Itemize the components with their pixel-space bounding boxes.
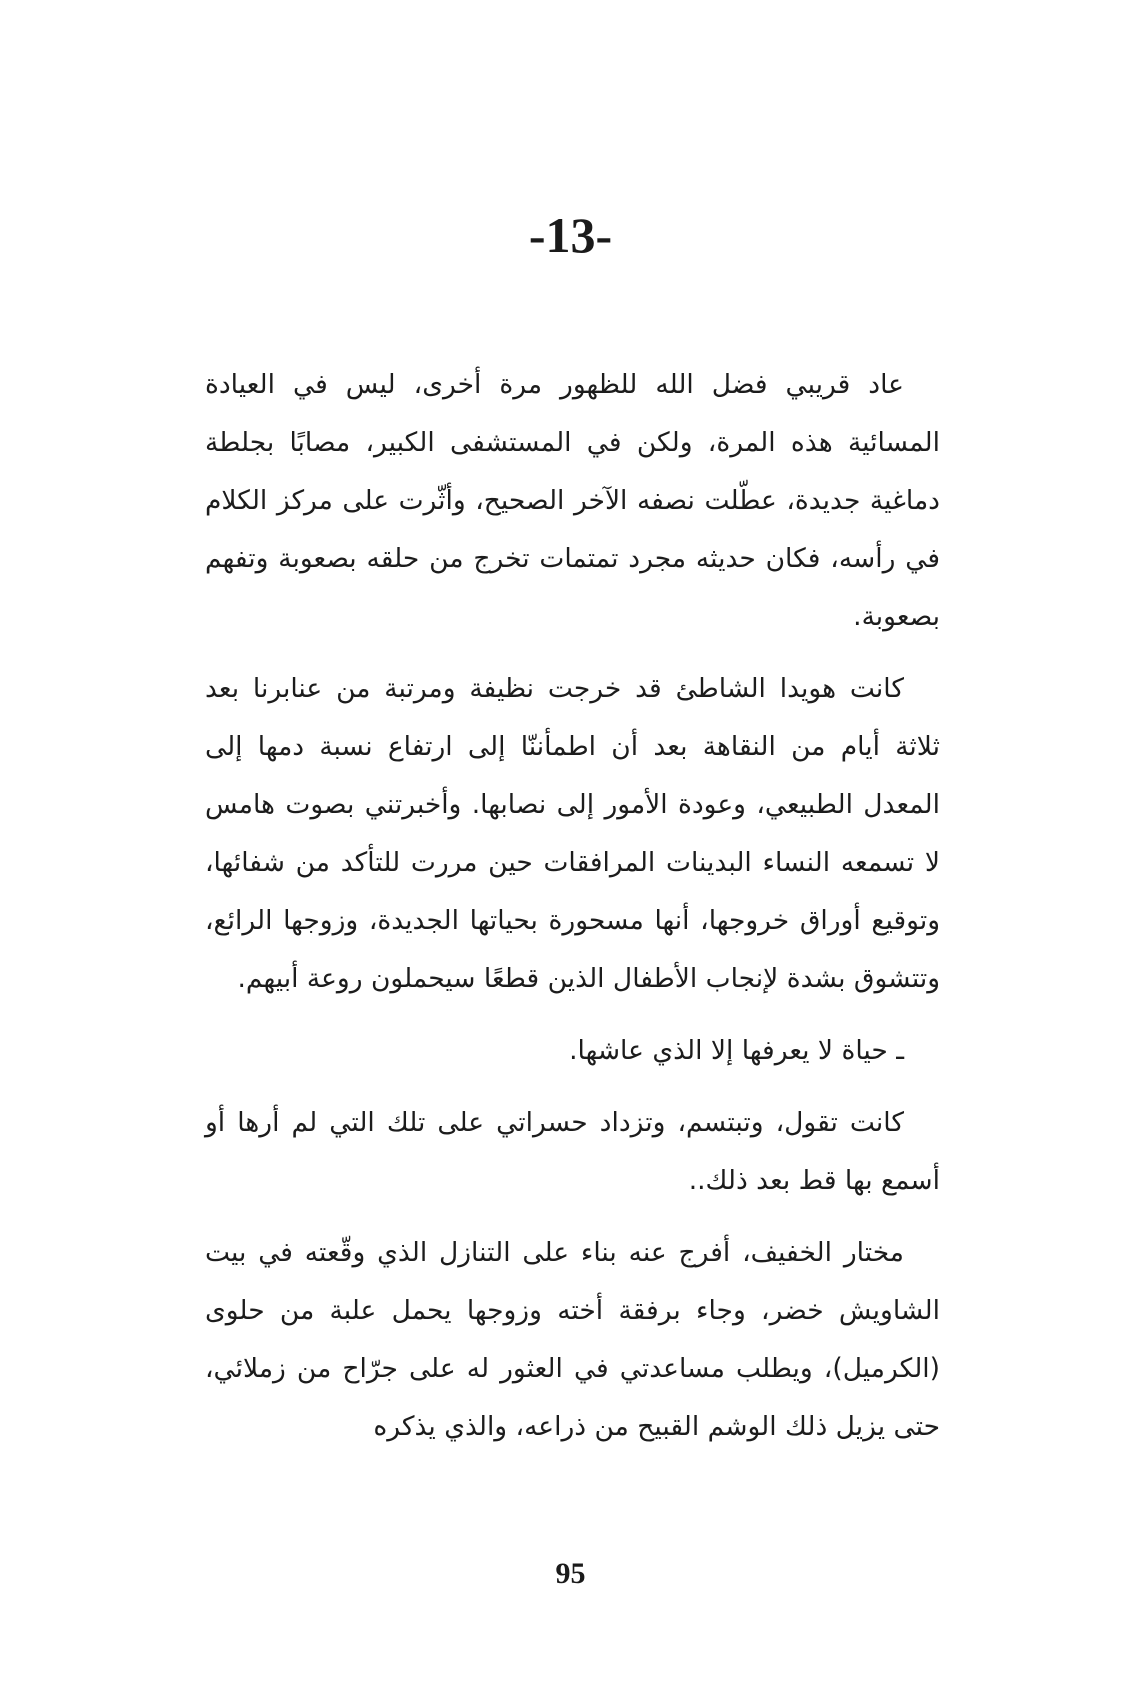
- paragraph-3-dialogue: ـ حياة لا يعرفها إلا الذي عاشها.: [569, 1035, 904, 1066]
- page-number: 95: [555, 1557, 586, 1590]
- chapter-title: -13-: [528, 207, 613, 263]
- paragraph-2: كانت هويدا الشاطئ قد خرجت نظيفة ومرتبة من عنابرنا بعد ثلاثة أيام من النقاهة بعد أن اطمأننّا إلى ارتفاع نسبة دمها إلى المعدل الطبيعي، وعودة الأمور إلى نصابها. وأخبرتني بصوت هامس لا تسمعه النساء البدينات المرافقات حين مررت للتأكد من شفائها، وتوقيع أوراق خروجها، أنها مسحورة بحياتها الجديدة، وزوجها الرائع، وتتشوق بشدة لإنجاب الأطفال الذين قطعًا سيحملون روعة أبيهم.: [205, 673, 940, 994]
- paragraph-1: عاد قريبي فضل الله للظهور مرة أخرى، ليس في العيادة المسائية هذه المرة، ولكن في المستشفى الكبير، مصابًا بجلطة دماغية جديدة، عطّلت نصفه الآخر الصحيح، وأثّرت على مركز الكلام في رأسه، فكان حديثه مجرد تمتمات تخرج من حلقه بصعوبة وتفهم بصعوبة.: [205, 369, 940, 632]
- paragraph-4: كانت تقول، وتبتسم، وتزداد حسراتي على تلك التي لم أرها أو أسمع بها قط بعد ذلك..: [205, 1107, 940, 1196]
- paragraph-5: مختار الخفيف، أفرج عنه بناء على التنازل الذي وقّعته في بيت الشاويش خضر، وجاء برفقة أخته وزوجها يحمل علبة من حلوى (الكرميل)، ويطلب مساعدتي في العثور له على جرّاح من زملائي، حتى يزيل ذلك الوشم القبيح من ذراعه، والذي يذكره: [205, 1237, 940, 1442]
- body-text: [205, 356, 940, 1470]
